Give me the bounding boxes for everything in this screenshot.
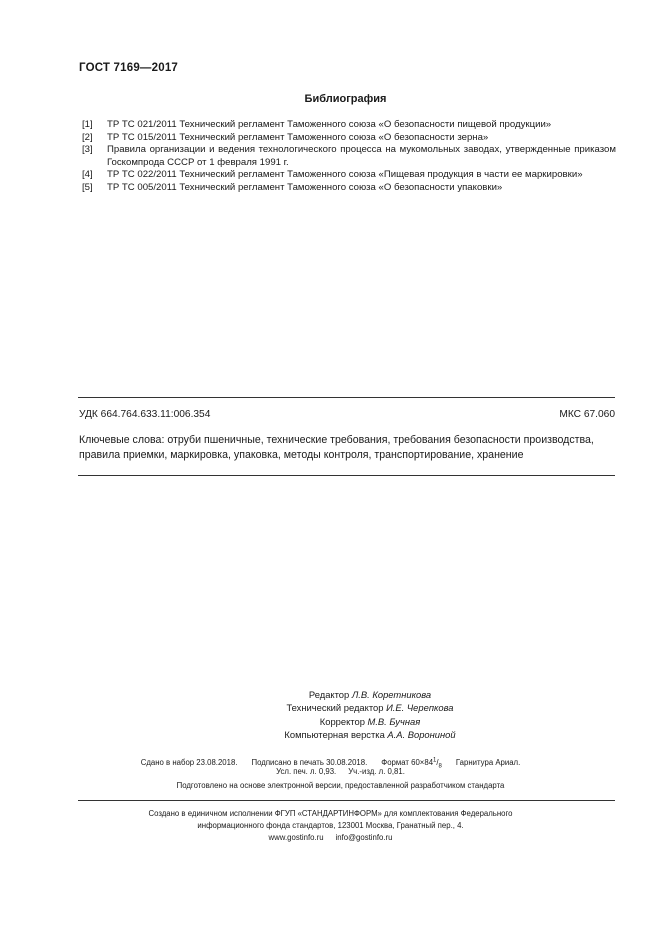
bibliography-item-number: [5] [82, 181, 93, 193]
bibliography-item [82, 169, 616, 182]
bibliography-item [82, 119, 616, 132]
keywords: Ключевые слова: отруби пшеничные, технические требования, требования безопасности производства, правила приемки, маркировка, упаковка, методы контроля, транспортирование, хранение [79, 434, 594, 461]
credit-name: М.В. Бучная [367, 715, 421, 727]
divider-bottom [78, 800, 615, 801]
bibliography-list [82, 119, 616, 195]
signed-to-print: Подписано в печать 30.08.2018. [251, 757, 368, 767]
sent-to-typeset: Сдано в набор 23.08.2018. [140, 757, 238, 767]
credit-name: Л.В. Коретникова [351, 689, 432, 700]
bibliography-item-number: [1] [82, 119, 93, 130]
prepared-note: Подготовлено на основе электронной версии, предоставленной разработчиком стандарта [176, 781, 505, 790]
mks-code: МКС 67.060 [559, 409, 615, 420]
bibliography-item-text: ТР ТС 021/2011 Технический регламент Таможенного союза «О безопасности пищевой продукции» [107, 119, 552, 130]
bibliography-title: Библиография [304, 93, 387, 105]
bibliography-item [82, 132, 616, 145]
credits-block [230, 688, 510, 741]
publisher-sheets: Уч.-изд. л. 0,81. [348, 767, 405, 776]
document-code: ГОСТ 7169—2017 [79, 62, 179, 74]
bibliography-item-number: [3] [82, 144, 93, 156]
imprint-line-1: Создано в единичном исполнении ФГУП «СТАНДАРТИНФОРМ» для комплектования Федерального [148, 809, 513, 818]
imprint [0, 808, 661, 843]
credit-name: И.Е. Черепкова [386, 702, 454, 714]
credit-name: А.А. Ворониной [387, 728, 456, 740]
credit-tech-editor: Технический редактор И.Е. Черепкова [286, 702, 454, 714]
website-link[interactable]: www.gostinfo.ru [268, 832, 324, 842]
credit-layout: Компьютерная верстка А.А. Ворониной [284, 728, 456, 740]
bibliography-item-number: [4] [82, 169, 93, 181]
divider-middle [78, 475, 615, 476]
email-link[interactable]: info@gostinfo.ru [335, 832, 393, 842]
typeface: Гарнитура Ариал. [455, 757, 521, 767]
bibliography-item [82, 144, 616, 169]
bibliography-item-text: ТР ТС 015/2011 Технический регламент Таможенного союза «О безопасности зерна» [107, 131, 489, 143]
bibliography-item-text: ТР ТС 022/2011 Технический регламент Таможенного союза «Пищевая продукция в части ее маркировки» [107, 169, 583, 181]
bibliography-item-number: [2] [82, 131, 93, 143]
imprint-line-2: информационного фонда стандартов, 123001 Москва, Гранатный пер., 4. [197, 820, 464, 830]
udk-code: УДК 664.764.633.11:006.354 [79, 409, 211, 420]
divider-top [78, 397, 615, 398]
bibliography-item [82, 182, 616, 195]
credit-editor: Редактор Л.В. Коретникова [308, 689, 432, 700]
publishing-sheets [0, 766, 661, 779]
credit-proofreader: Корректор М.В. Бучная [319, 715, 421, 727]
bibliography-item-text: Правила организации и ведения технологического процесса на мукомольных заводах, утвержденные приказом Госкомпрода СССР от 1 февраля 1991 г. [107, 144, 616, 168]
print-sheets: Усл. печ. л. 0,93. [276, 767, 337, 776]
imprint-contacts [0, 832, 661, 844]
format: Формат $60\times 84^1/_8$ [381, 757, 442, 770]
bibliography-item-text: ТР ТС 005/2011 Технический регламент Таможенного союза «О безопасности упаковки» [107, 181, 503, 193]
